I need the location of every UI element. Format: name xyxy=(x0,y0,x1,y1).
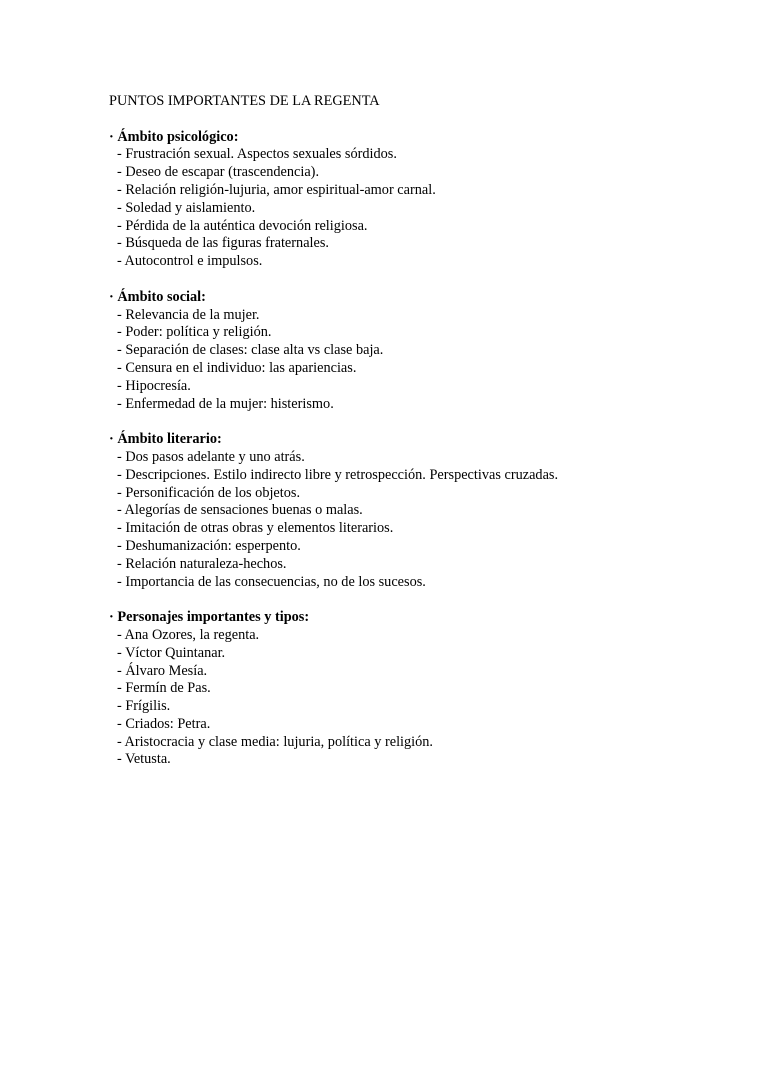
section-psychological xyxy=(109,129,729,271)
section-social xyxy=(109,289,729,414)
list-item: - Relación religión-lujuria, amor espiritual-amor carnal. xyxy=(117,181,436,198)
list-item: - Deseo de escapar (trascendencia). xyxy=(117,164,320,181)
list-item: - Aristocracia y clase media: lujuria, política y religión. xyxy=(117,733,434,750)
section-literary xyxy=(109,431,729,591)
list-item: - Frustración sexual. Aspectos sexuales sórdidos. xyxy=(117,146,397,163)
section-list xyxy=(109,449,729,591)
list-item: - Personificación de los objetos. xyxy=(117,484,301,501)
section-characters xyxy=(109,609,729,769)
list-item: - Separación de clases: clase alta vs clase baja. xyxy=(117,342,384,359)
list-item: - Descripciones. Estilo indirecto libre y retrospección. Perspectivas cruzadas. xyxy=(117,466,559,483)
list-item: - Relación naturaleza-hechos. xyxy=(117,555,287,572)
section-heading: · Personajes importantes y tipos: xyxy=(109,609,310,626)
list-item: - Autocontrol e impulsos. xyxy=(117,253,263,270)
list-item: - Deshumanización: esperpento. xyxy=(117,537,301,554)
document-body xyxy=(109,93,729,769)
list-item: - Frígilis. xyxy=(117,698,171,715)
list-item: - Álvaro Mesía. xyxy=(117,662,208,679)
list-item: - Pérdida de la auténtica devoción religiosa. xyxy=(117,217,368,234)
document-title: PUNTOS IMPORTANTES DE LA REGENTA xyxy=(109,93,380,109)
list-item: - Alegorías de sensaciones buenas o malas. xyxy=(117,502,363,519)
section-heading: · Ámbito psicológico: xyxy=(109,128,239,145)
list-item: - Vetusta. xyxy=(117,751,171,768)
section-heading: · Ámbito literario: xyxy=(109,431,222,448)
list-item: - Búsqueda de las figuras fraternales. xyxy=(117,235,329,252)
list-item: - Enfermedad de la mujer: histerismo. xyxy=(117,395,334,412)
section-list xyxy=(109,146,729,271)
list-item: - Ana Ozores, la regenta. xyxy=(117,626,260,643)
list-item: - Relevancia de la mujer. xyxy=(117,306,260,323)
list-item: - Imitación de otras obras y elementos literarios. xyxy=(117,520,394,537)
list-item: - Importancia de las consecuencias, no de los sucesos. xyxy=(117,573,426,590)
list-item: - Hipocresía. xyxy=(117,377,191,394)
list-item: - Criados: Petra. xyxy=(117,715,211,732)
list-item: - Censura en el individuo: las apariencias. xyxy=(117,359,357,376)
list-item: - Soledad y aislamiento. xyxy=(117,199,256,216)
section-list xyxy=(109,307,729,414)
list-item: - Poder: política y religión. xyxy=(117,324,272,341)
section-list xyxy=(109,627,729,769)
list-item: - Víctor Quintanar. xyxy=(117,644,226,661)
section-heading: · Ámbito social: xyxy=(109,288,206,305)
list-item: - Dos pasos adelante y uno atrás. xyxy=(117,448,305,465)
list-item: - Fermín de Pas. xyxy=(117,680,211,697)
